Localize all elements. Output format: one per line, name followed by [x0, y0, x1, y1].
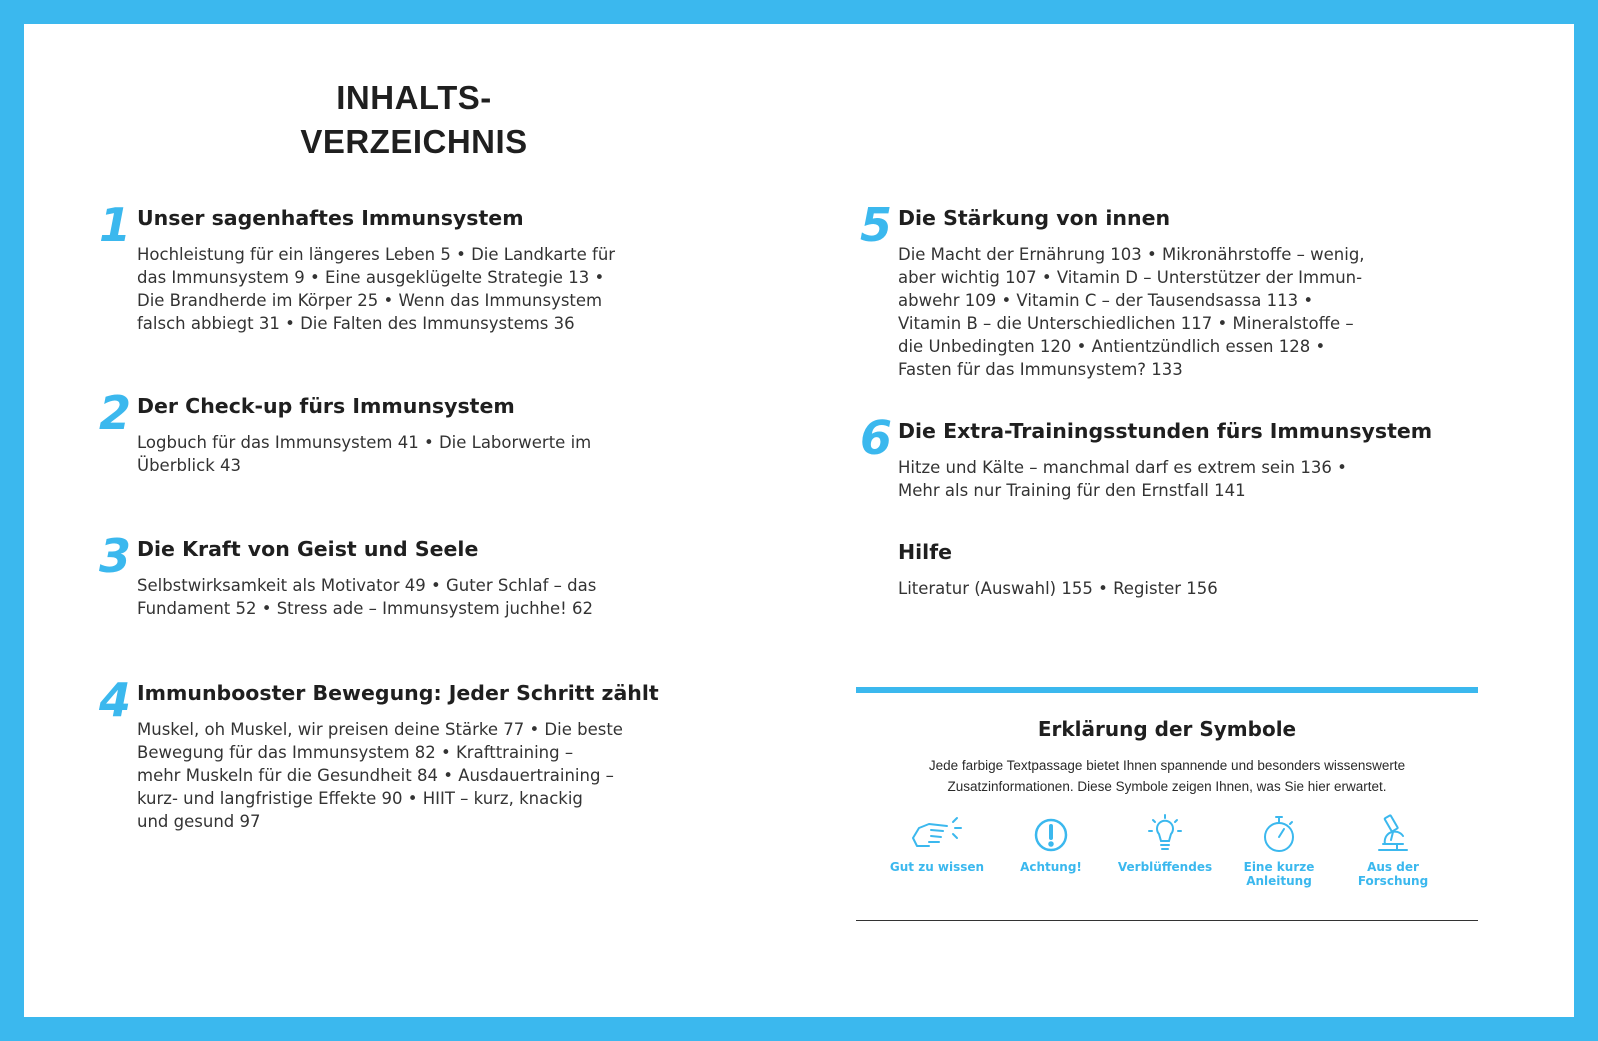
chapter-number: 3 [98, 529, 131, 583]
chapter-title[interactable]: Die Extra-Trainingsstunden fürs Immunsystem [898, 419, 1433, 443]
chapter-title[interactable]: Hilfe [898, 540, 953, 564]
chapter-contents: Hitze und Kälte – manchmal darf es extrem sein 136 • Mehr als nur Training für den Ernstfall 141 [898, 458, 1347, 500]
symbol-label: Verblüffendes [1117, 860, 1213, 874]
legend-top-rule [856, 687, 1478, 693]
chapter-3[interactable] [98, 529, 697, 620]
chapter-title[interactable]: Der Check-up fürs Immunsystem [137, 394, 515, 418]
chapter-number: 4 [98, 673, 131, 727]
legend-description: Jede farbige Textpassage bietet Ihnen spannende und besonders wissenswerte Zusatzinformationen. Diese Symbole zeigen Ihnen, was Sie hier erwartet. [928, 758, 1406, 794]
page [24, 24, 1574, 1017]
chapter-1[interactable] [98, 198, 697, 335]
chapter-number: 1 [98, 198, 131, 252]
chapter-number: 5 [859, 198, 892, 252]
microscope-icon [1365, 814, 1421, 854]
page-title [24, 76, 804, 164]
chapter-contents: Muskel, oh Muskel, wir preisen deine Stärke 77 • Die beste Bewegung für das Immunsystem 82 • Krafttraining – mehr Muskeln für die Gesundheit 84 • Ausdauertraining – kurz- und langfristige Effekte 90 • HIIT – kurz, knackig und gesund 97 [137, 720, 623, 831]
symbol-eine-kurze-anleitung [1224, 814, 1334, 888]
chapter-title[interactable]: Immunbooster Bewegung: Jeder Schritt zählt [137, 681, 659, 705]
symbol-list [882, 814, 1452, 904]
chapter-title[interactable]: Die Stärkung von innen [898, 206, 1171, 230]
chapter-title[interactable]: Unser sagenhaftes Immunsystem [137, 206, 524, 230]
pointing-hand-icon [909, 814, 965, 854]
chapter-4[interactable] [98, 673, 717, 833]
chapter-title[interactable]: Die Kraft von Geist und Seele [137, 537, 479, 561]
chapter-contents: Die Macht der Ernährung 103 • Mikronährstoffe – wenig, aber wichtig 107 • Vitamin D – Unterstützer der Immun- abwehr 109 • Vitamin C – der Tausendsassa 113 • Vitamin B – die Unterschiedlichen 117 • Mineralstoffe – die Unbedingten 120 • Antientzündlich essen 128 • Fasten für das Immunsystem? 133 [898, 245, 1365, 379]
chapter-contents: Selbstwirksamkeit als Motivator 49 • Guter Schlaf – das Fundament 52 • Stress ade – Immunsystem juchhe! 62 [137, 576, 597, 618]
chapter-6[interactable] [859, 411, 1478, 502]
symbol-verblueffendes [1110, 814, 1220, 874]
chapter-number: 2 [98, 386, 131, 440]
chapter-hilfe[interactable] [898, 539, 1458, 600]
symbol-gut-zu-wissen [882, 814, 992, 874]
chapter-contents: Literatur (Auswahl) 155 • Register 156 [898, 579, 1218, 598]
legend-bottom-rule [856, 920, 1478, 921]
symbol-label: Aus der Forschung [1357, 860, 1429, 888]
chapter-number: 6 [859, 411, 892, 465]
symbol-aus-der-forschung [1338, 814, 1448, 888]
lightbulb-icon [1137, 814, 1193, 854]
symbol-label: Gut zu wissen [889, 860, 985, 874]
symbol-label: Eine kurze Anleitung [1243, 860, 1315, 888]
legend-title: Erklärung der Symbole [1037, 717, 1297, 741]
stopwatch-icon [1251, 814, 1307, 854]
symbol-achtung [996, 814, 1106, 874]
title-line-1: INHALTS- [336, 79, 492, 116]
chapter-contents: Hochleistung für ein längeres Leben 5 • Die Landkarte für das Immunsystem 9 • Eine ausgeklügelte Strategie 13 • Die Brandherde im Körper 25 • Wenn das Immunsystem falsch abbiegt 31 • Die Falten des Immunsystems 36 [137, 245, 616, 333]
chapter-2[interactable] [98, 386, 697, 477]
chapter-contents: Logbuch für das Immunsystem 41 • Die Laborwerte im Überblick 43 [137, 433, 592, 475]
exclamation-icon [1023, 814, 1079, 854]
symbol-label: Achtung! [1020, 860, 1082, 874]
title-line-2: VERZEICHNIS [300, 123, 528, 160]
chapter-5[interactable] [859, 198, 1458, 381]
